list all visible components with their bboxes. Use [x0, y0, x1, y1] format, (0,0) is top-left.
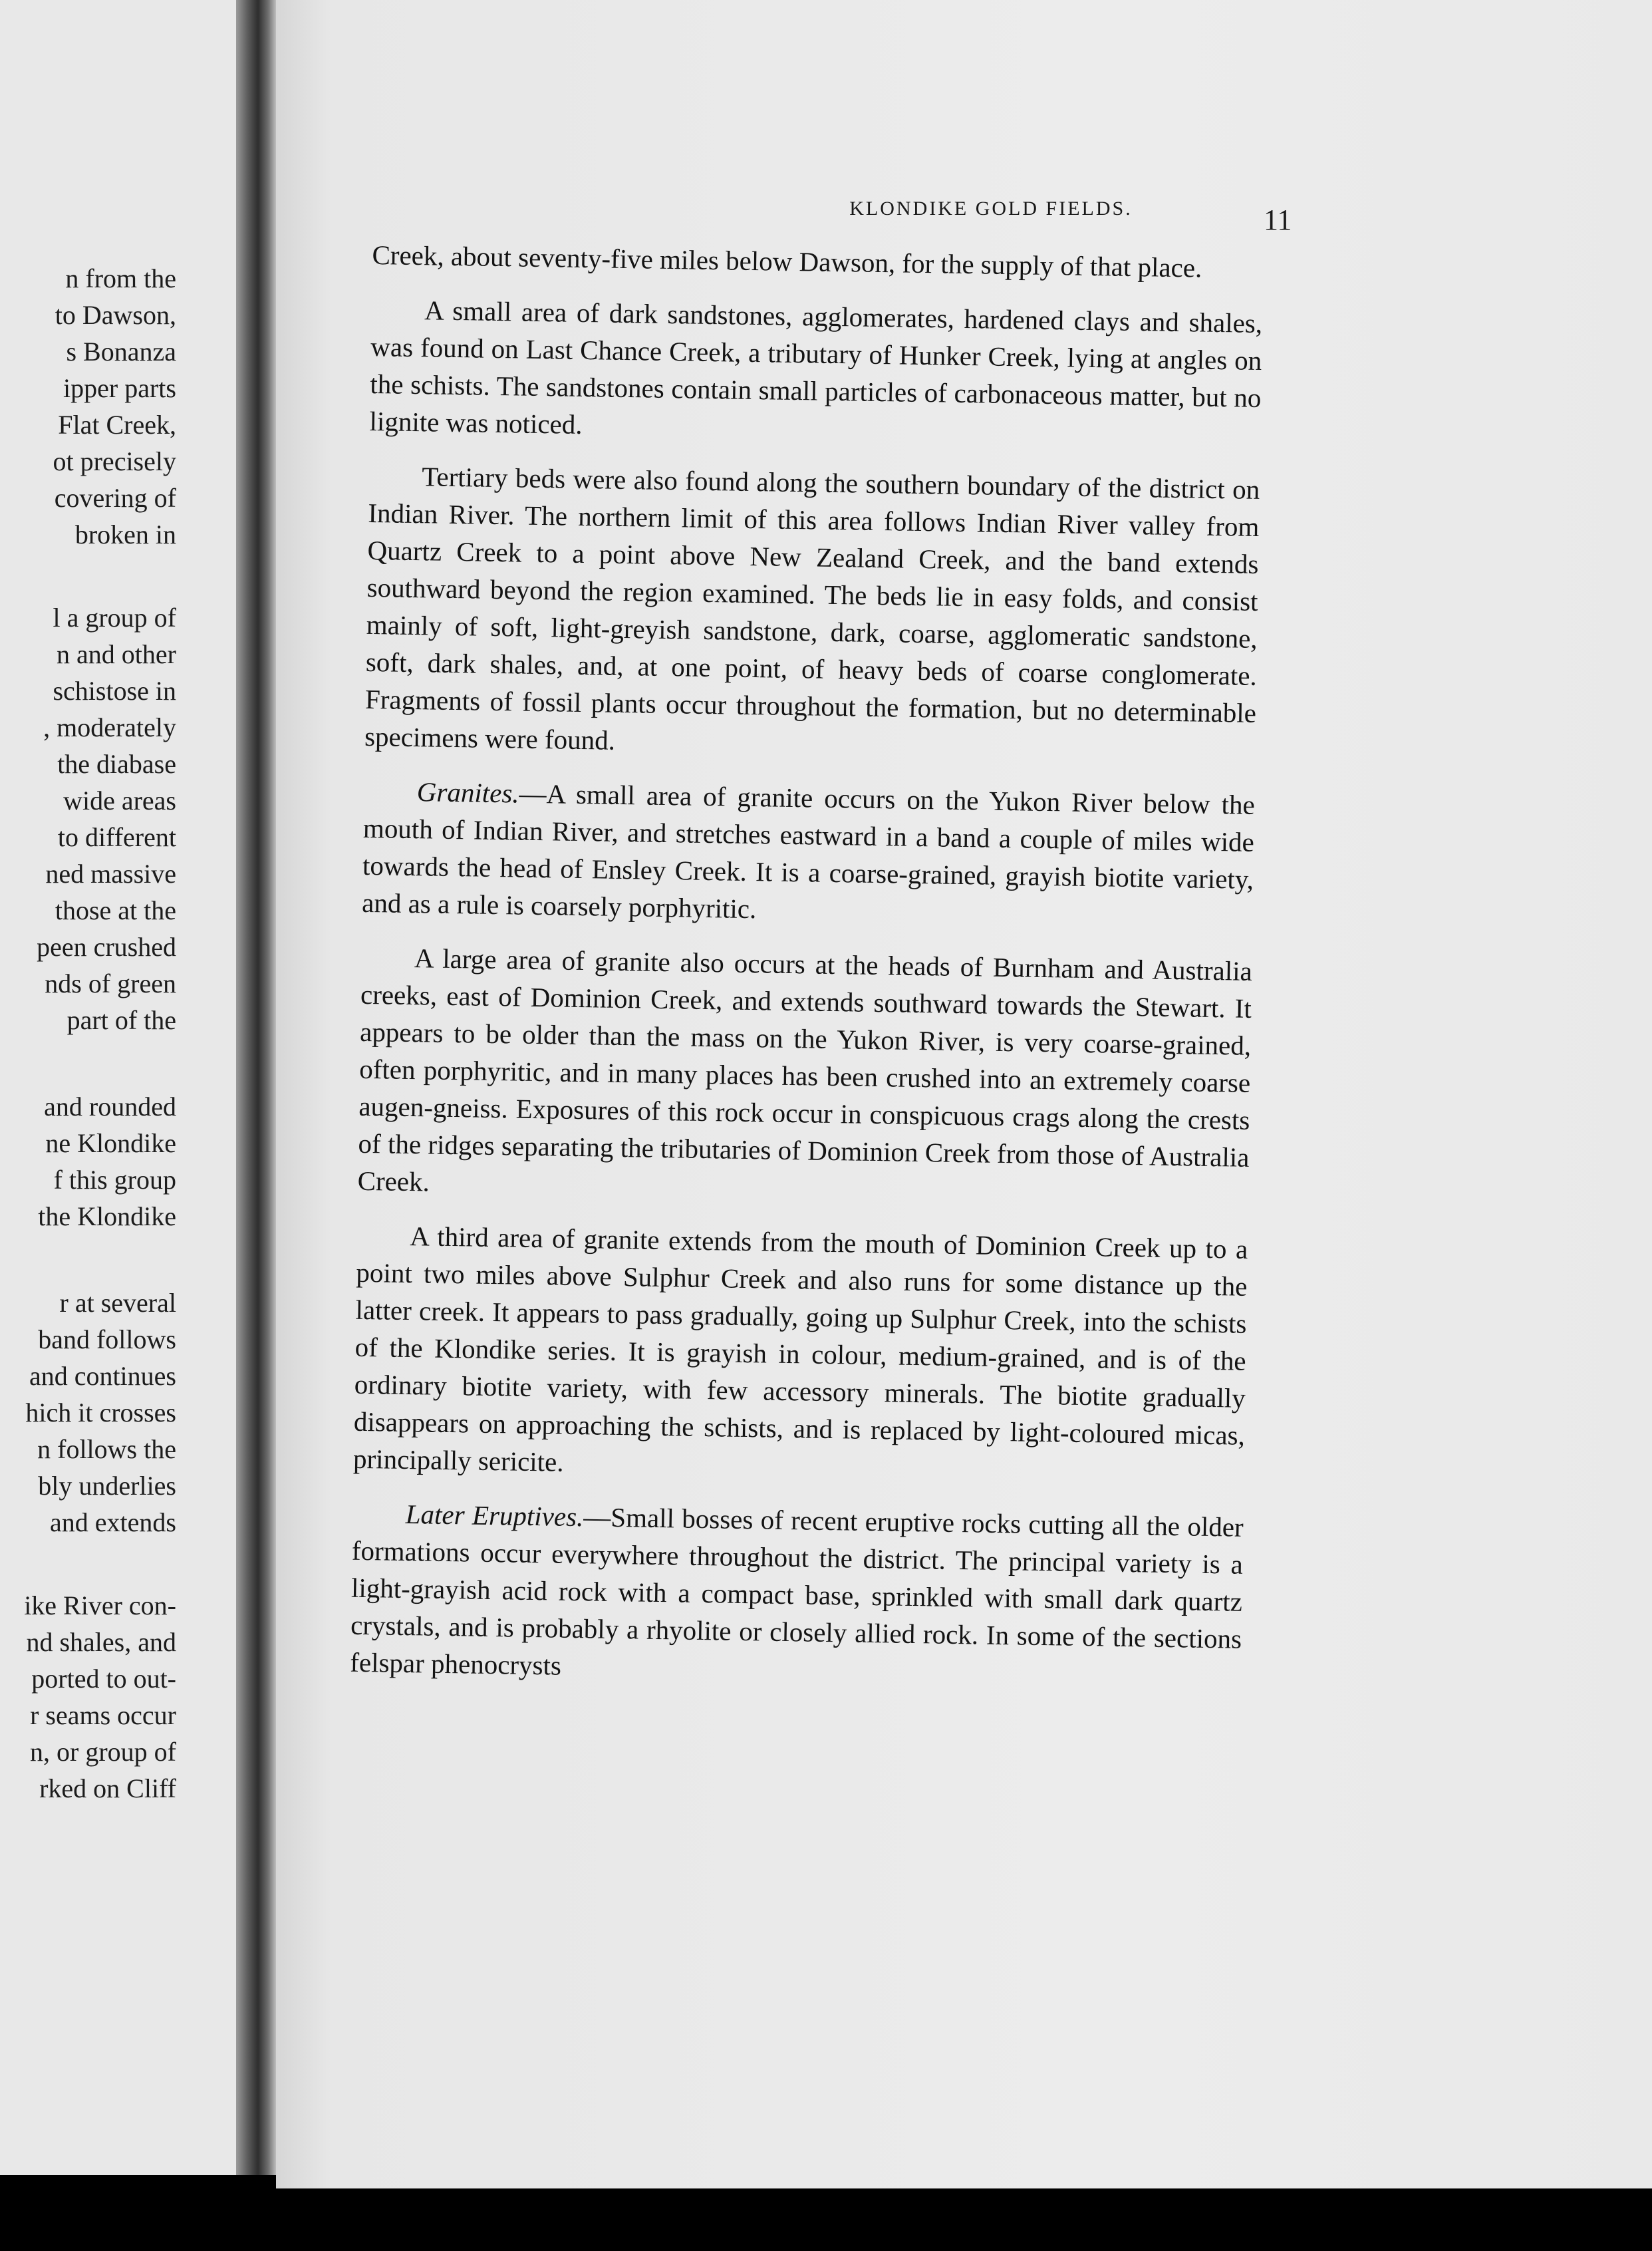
paragraph [357, 939, 1252, 1213]
left-page-line-fragment: bly underlies [38, 1471, 176, 1501]
left-page-line-fragment: to Dawson, [55, 300, 176, 330]
left-page-line-fragment: the Klondike [38, 1201, 176, 1231]
left-page-line-fragment: ned massive [45, 859, 176, 889]
left-page-line-fragment: the diabase [57, 749, 176, 779]
paragraph-text: A small area of dark sandstones, agglomerates, hardened clays and shales, was found on Last Chance Creek, a tributary of Hunker Creek, lying at angles on the schists. The sandstones contain small particles of carbonaceous matter, but no lignite was noticed. [369, 295, 1263, 440]
left-page-line-fragment: r at several [59, 1288, 176, 1318]
paragraph [372, 236, 1264, 287]
left-page-line-fragment: peen crushed [37, 932, 176, 962]
left-page-line-fragment: rked on Cliff [39, 1773, 176, 1803]
paragraph-text: Creek, about seventy-five miles below Dawson, for the supply of that place. [372, 239, 1202, 283]
left-page-line-fragment: ne Klondike [45, 1128, 176, 1158]
left-page-line-fragment: covering of [54, 483, 176, 513]
left-page-line-fragment: part of the [67, 1005, 176, 1035]
paragraph-heading-granites: Granites. [416, 776, 519, 809]
left-page-line-fragment: and continues [29, 1361, 176, 1391]
left-page-line-fragment: ot precisely [53, 446, 176, 476]
paragraph-text: A third area of granite extends from the mouth of Dominion Creek up to a point two miles above Sulphur Creek and also runs for some distance up the latter creek. It appears to pass gradually, going up Sulphur Creek, into the schists of the Klondike series. It is grayish in colour, medium-grained, and is of the ordinary biotite variety, with few accessory minerals. The biotite gradually disappears on approaching the schists, and is replaced by light-coloured micas, principally sericite. [352, 1221, 1248, 1477]
left-page-line-fragment: n and other [57, 639, 176, 669]
left-page-line-fragment: s Bonanza [66, 337, 176, 367]
left-page-line-fragment: ike River con- [24, 1590, 176, 1620]
left-page-line-fragment: to different [57, 822, 176, 852]
paragraph-text: —Small bosses of recent eruptive rocks cutting all the older formations occur everywhere throughout the district. The principal variety is a light-grayish acid rock with a compact base, sprinkled with small dark quartz crystals, and is probably a rhyolite or closely allied rock. In some of the sections felspar phenocrysts [349, 1501, 1244, 1681]
paragraph-text: —A small area of granite occurs on the Yukon River below the mouth of Indian River, and stretches eastward in a band a couple of miles wide towards the head of Ensley Creek. It is a coarse-grained, grayish biotite variety, and as a rule is coarsely porphyritic. [361, 778, 1256, 925]
running-head: KLONDIKE GOLD FIELDS. [849, 198, 1133, 220]
left-page-line-fragment: schistose in [53, 676, 176, 706]
left-page-line-fragment: those at the [55, 895, 176, 925]
paragraph-text: Tertiary beds were also found along the southern boundary of the district on Indian River. The northern limit of this area follows Indian River valley from Quartz Creek to a point above New Zealand Creek, and the band extends southward beyond the region examined. The beds lie in easy folds, and consist mainly of soft, light-greyish sandstone, dark, coarse, agglomeratic sandstone, soft, dark shales, and, at one point, of heavy beds of coarse conglomerate. Fragments of fossil plants occur throughout the formation, but no determinable specimens were found. [364, 461, 1260, 756]
right-page [276, 0, 1652, 2188]
left-page-line-fragment: l a group of [53, 603, 176, 633]
page-number: 11 [1264, 204, 1292, 236]
paragraph-heading-later-eruptives: Later Eruptives. [405, 1499, 584, 1533]
left-page-line-fragment: f this group [53, 1165, 176, 1195]
left-page-line-fragment: ported to out- [31, 1664, 176, 1694]
left-page-line-fragment: broken in [74, 520, 176, 549]
left-page-line-fragment: n from the [65, 263, 176, 293]
left-page-line-fragment: ipper parts [63, 373, 176, 403]
paragraph [362, 772, 1255, 935]
book-binding-gutter [236, 0, 276, 2175]
paragraph [353, 1217, 1248, 1491]
paragraph [369, 291, 1262, 454]
left-page-line-fragment: Flat Creek, [58, 410, 176, 440]
left-facing-page [0, 0, 236, 2175]
left-page-line-fragment: hich it crosses [25, 1398, 176, 1427]
left-page-line-fragment: n follows the [37, 1434, 176, 1464]
body-text [349, 236, 1263, 1712]
paragraph-text: A large area of granite also occurs at the heads of Burnham and Australia creeks, east of Dominion Creek, and extends southward towards the Stewart. It appears to be older than the mass on the Yukon River, is very coarse-grained, often porphyritic, and in many places has been crushed into an extremely coarse augen-gneiss. Exposures of this rock occur in conspicuous crags along the crests of the ridges separating the tributaries of Dominion Creek from those of Australia Creek. [357, 943, 1253, 1197]
left-page-line-fragment: and rounded [44, 1092, 176, 1122]
left-page-line-fragment: wide areas [63, 786, 176, 816]
left-page-line-fragment: nd shales, and [26, 1627, 176, 1657]
paragraph [364, 457, 1260, 769]
left-page-line-fragment: , moderately [43, 712, 176, 742]
left-page-line-fragment: n, or group of [30, 1737, 176, 1767]
left-page-line-fragment: and extends [50, 1507, 176, 1537]
paragraph [350, 1495, 1244, 1695]
left-page-line-fragment: r seams occur [30, 1700, 176, 1730]
left-page-line-fragment: band follows [38, 1324, 176, 1354]
left-page-line-fragment: nds of green [45, 969, 176, 998]
